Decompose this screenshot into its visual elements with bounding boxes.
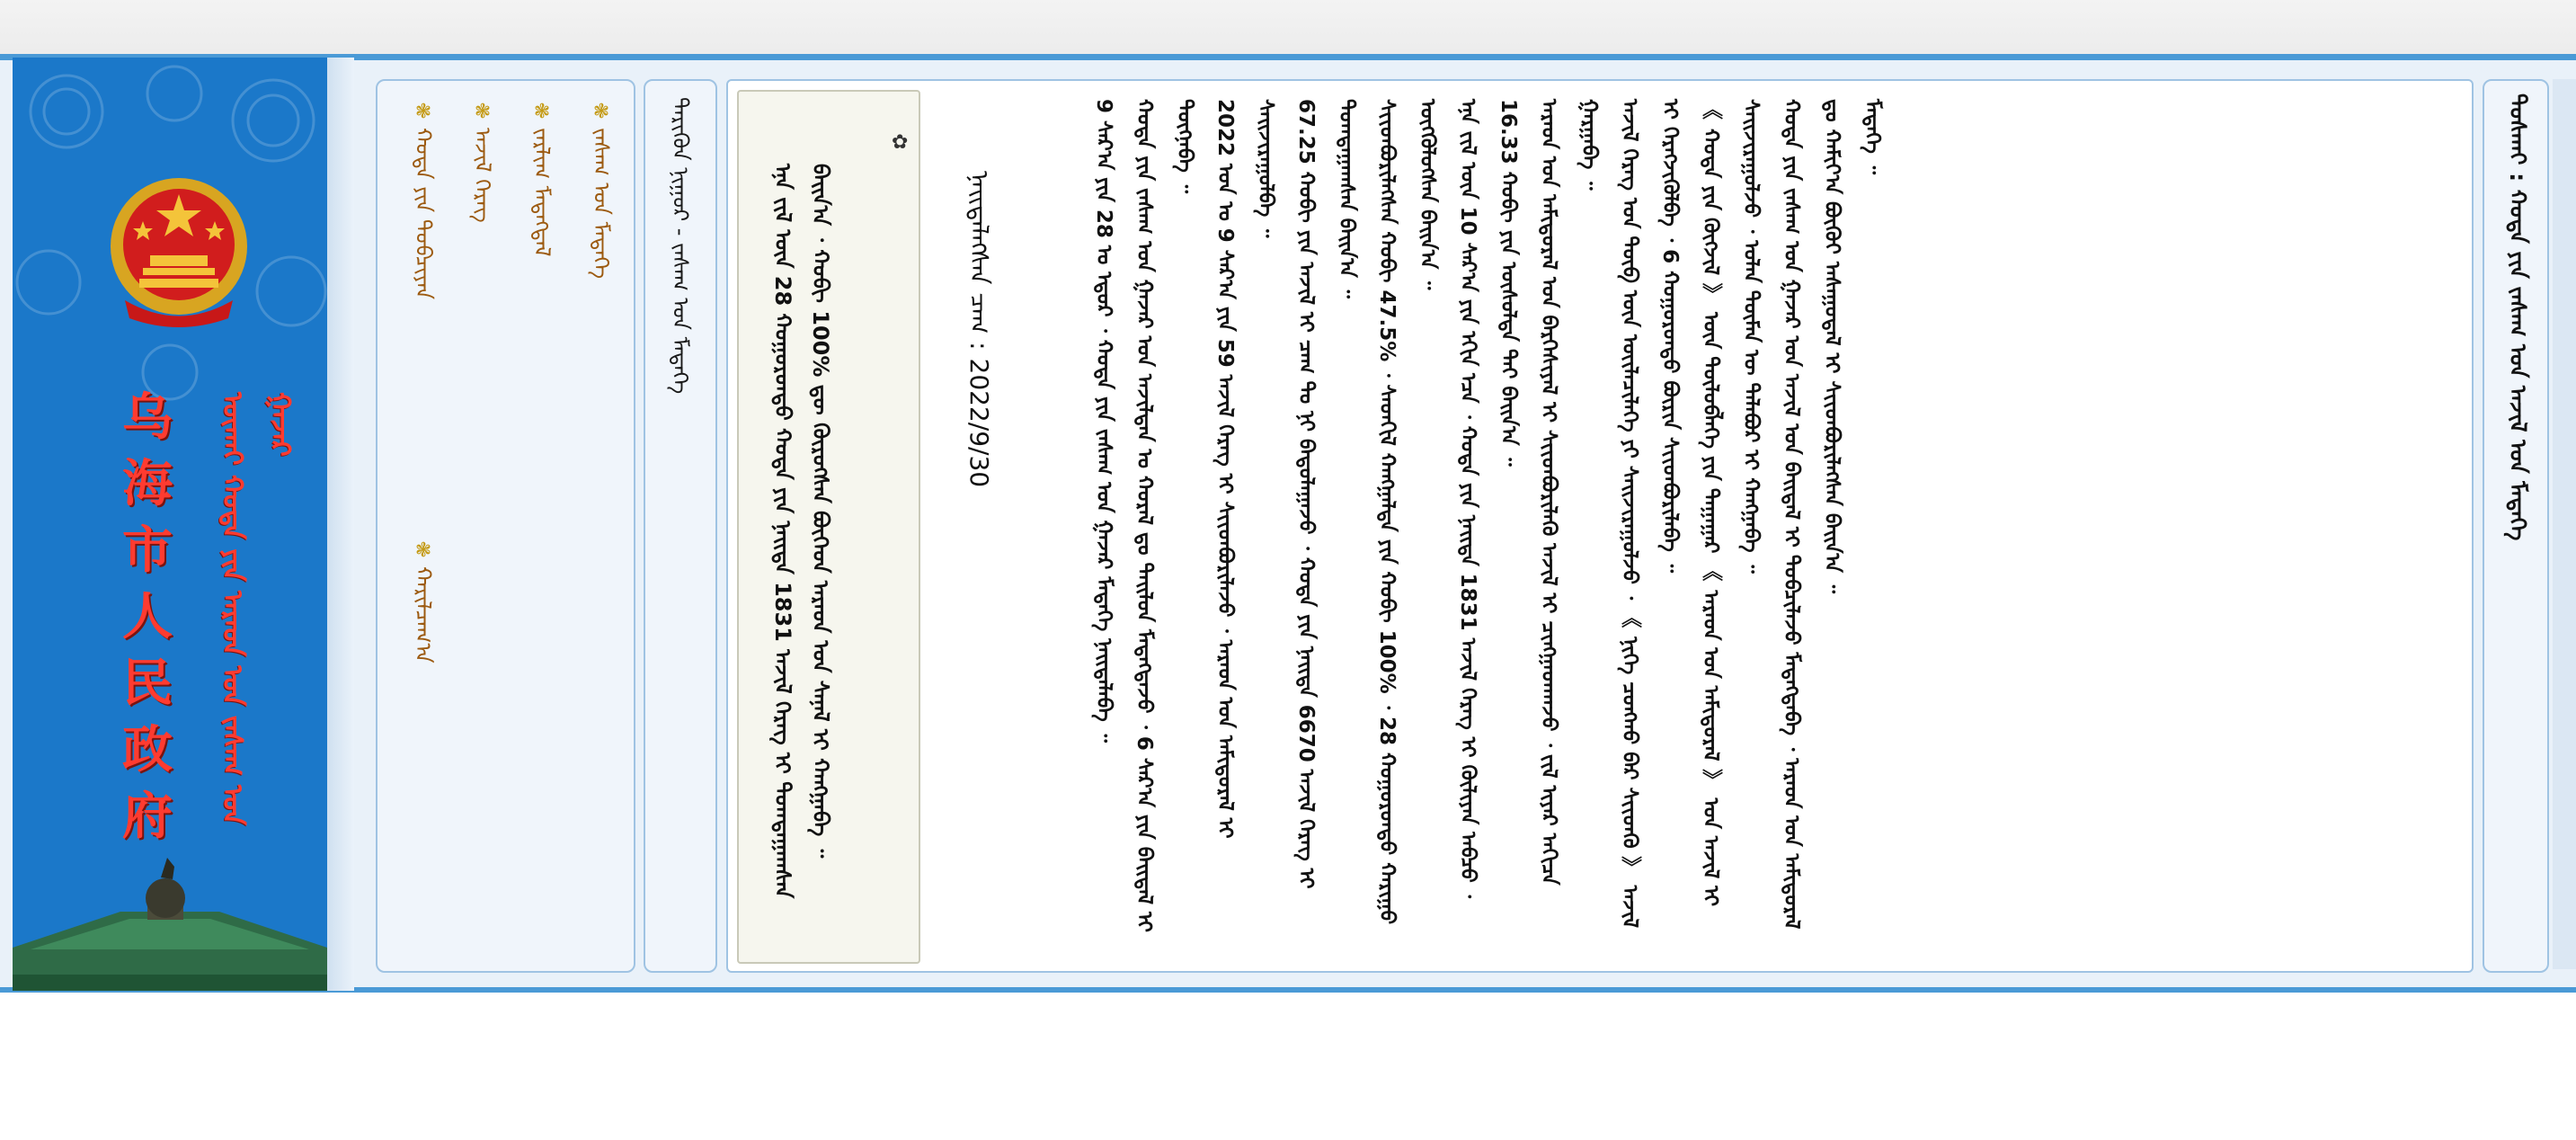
landmark-building-icon (13, 849, 327, 991)
flower-bullet-icon: ❃ (474, 101, 492, 123)
mongolian-site-title: ᠦᠬᠠᠢ ᠬᠣᠲᠠ ᠶᠢᠨ ᠠᠷᠠᠳ ᠤᠨ ᠵᠠᠰᠠᠭ ᠤᠨ ᠭᠠᠵᠠᠷ (217, 392, 296, 825)
title-char: 人 (122, 587, 173, 646)
body-paragraph: 2022 ᠣᠨ ᠤ 9 ᠰᠠᠷ᠎ᠠ ᠶᠢᠨ 59 ᠠᠵᠢᠯ ᠬᠡᠷᠡᠭ ᠢ ᠰᠢᠢᠳᠪᠦᠷᠢᠯᠡᠵᠦ ᠂ ᠠᠷᠠᠳ ᠤᠨ ᠠᠮᠢᠳᠤᠷᠠᠯ ᠢ ᠰᠠᠢᠵᠢᠷᠠᠭᠤᠯᠪᠠ ᠃ (1213, 99, 1277, 839)
publish-date (957, 171, 1001, 487)
chinese-site-title (120, 387, 174, 894)
flower-bullet-icon: ❃ (414, 539, 432, 562)
menu-item-contact[interactable] (404, 541, 442, 664)
title-char: 市 (122, 521, 173, 580)
side-menu (376, 79, 635, 973)
body-paragraph: ᠬᠣᠲᠠ ᠶᠢᠨ ᠵᠠᠰᠠᠭ ᠤᠨ ᠭᠠᠵᠠᠷ ᠤᠨ ᠠᠵᠢᠯᠲᠠᠨ ᠤ ᠬᠤᠷᠠᠯ ᠳᠤ ᠲᠠᠢᠯᠤᠨ ᠮᠡᠳᠡᠭᠳᠡᠵᠦ ᠂ 6 ᠰᠠᠷ᠎ᠠ ᠶᠢᠨ ᠪᠠᠢᠳᠠᠯ ᠢ ᠳᠦᠭᠨᠡᠪᠡ ᠃ (1133, 99, 1196, 932)
body-paragraph: ᠠᠷᠠᠳ ᠤᠨ ᠠᠮᠢᠳᠤᠷᠠᠯ ᠤᠨ ᠪᠡᠷᠬᠡᠰᠢᠶᠡᠯ ᠢ ᠰᠢᠢᠳᠪᠦᠷᠢᠯᠡᠬᠦ ᠠᠵᠢᠯ ᠢ ᠴᠢᠩᠭᠠᠳᠬᠠᠵᠤ ᠂ ᠵᠢᠯ ᠢᠶᠡᠷ ᠠᠬᠢᠴᠠ ᠭᠠᠷᠭᠠᠪᠠ ᠃ (1537, 99, 1601, 886)
title-char: 乌 (122, 387, 173, 447)
menu-item-affairs[interactable] (464, 102, 502, 223)
flower-icon: ✿ (892, 131, 909, 154)
flower-bullet-icon: ❃ (592, 101, 610, 123)
body-paragraph: 67.25 ᠬᠤᠪᠢ ᠶᠢᠨ ᠠᠵᠢᠯ ᠢ ᠴᠠᠭ ᠲᠤ ᠨᠢ ᠪᠠᠲᠤᠯᠠᠭᠠᠵᠤ ᠂ ᠬᠣᠲᠠ ᠶᠢᠨ ᠨᠡᠢᠲᠡ 6670 ᠠᠵᠢᠯ ᠬᠡᠷᠡᠭ ᠢ ᠲᠣᠭᠲᠠᠭᠠᠭᠰᠠᠨ ᠪᠠᠢᠨ᠎ᠠ ᠃ (1294, 99, 1358, 889)
menu-item-government-news[interactable] (582, 102, 620, 279)
body-paragraph: ᠠᠵᠢᠯ ᠬᠡᠷᠡᠭ ᠤᠨ ᠲᠥᠪ ᠦᠨ ᠦᠢᠯᠡᠴᠢᠯᠡᠭᠡ ᠶᠢ ᠰᠠᠢᠵᠢᠷᠠᠭᠤᠯᠵᠤ ᠂ 《 ᠨᠢᠭᠡ ᠴᠣᠩᠬᠣ ᠪᠠᠷ ᠰᠢᠢᠳᠬᠦ 》 ᠠᠵᠢᠯ ᠢ ᠬᠡᠷᠡᠭᠵᠢᠭᠦᠯᠪᠡ ᠂ 6 ᠬᠣᠭᠣᠷᠣᠨᠳᠣ ᠪᠦᠷᠢᠨ ᠰᠢᠢᠳᠪᠦᠷᠢᠯᠡᠪᠡ ᠃ (1618, 99, 1682, 929)
flower-bullet-icon: ❃ (533, 101, 551, 123)
article-summary: ᠡᠨᠡ ᠵᠢᠯ ᠦᠨ 28 ᠬᠣᠭᠣᠷᠣᠨᠳᠣ ᠬᠣᠲᠠ ᠶᠢᠨ ᠨᠡᠢᠲᠡ 1831 ᠠᠵᠢᠯ ᠬᠡᠷᠡᠭ ᠢ ᠲᠣᠭᠲᠠᠭᠠᠭᠰᠠᠨ ᠪᠠᠢᠨ᠎ᠠ ᠂ ᠬᠤᠪᠢ 100% ᠳᠦ ᠬᠦᠷᠦᠭᠰᠡᠨ ᠪᠥᠭᠡᠳ ᠠᠷᠠᠳ ᠤᠨ ᠰᠠᠨᠠᠯ ᠢ ᠬᠠᠩᠭᠠᠪᠠ ᠃ (770, 164, 833, 899)
menu-item-label: ᠬᠠᠷᠢᠯᠴᠠᠭ᠎ᠠ (411, 566, 436, 664)
menu-item-label: ᠵᠠᠷᠯᠢᠭ ᠮᠡᠳᠡᠭᠳᠡᠯ (529, 128, 555, 257)
site-banner (13, 58, 327, 991)
title-char: 府 (122, 787, 173, 846)
summary-box (737, 90, 920, 964)
top-band (0, 0, 2576, 54)
menu-item-announcements[interactable] (523, 102, 561, 256)
article-body (1083, 99, 1892, 953)
right-edge-strip (2553, 79, 2576, 969)
menu-item-label: ᠠᠵᠢᠯ ᠬᠡᠷᠡᠭ (470, 128, 495, 223)
top-divider (0, 54, 2576, 60)
body-paragraph: ᠰᠢᠢᠳᠪᠦᠷᠢᠯᠡᠭᠰᠡᠨ ᠬᠤᠪᠢ 47.5% ᠂ ᠰᠡᠳᠬᠢᠯ ᠬᠠᠩᠭᠠᠯᠲᠠ ᠶᠢᠨ ᠬᠤᠪᠢ 100% ᠂ 28 ᠬᠣᠭᠣᠷᠣᠨᠳᠣ ᠬᠠᠷᠢᠭᠤ ᠥᠭᠭᠦᠯᠦᠭᠰᠡᠨ ᠪᠠᠢᠨ᠎ᠠ ᠃ (1375, 99, 1439, 925)
body-paragraph: 《 ᠬᠣᠲᠠ ᠶᠢᠨ ᠬᠥᠭᠵᠢᠯ 》 ᠦᠨ ᠲᠥᠯᠥᠪᠯᠡᠭᠡ ᠶᠢᠨ ᠳᠠᠭᠠᠭᠠᠷ 《 ᠠᠷᠠᠳ ᠤᠨ ᠠᠮᠢᠳᠤᠷᠠᠯ 》 ᠤᠨ ᠠᠵᠢᠯ ᠢ ᠰᠠᠢᠵᠢᠷᠠᠭᠤᠯᠵᠤ ᠂ ᠣᠯᠠᠨ ᠲᠦᠮᠡᠨ ᠦ ᠲᠠᠯᠠᠪᠤᠷ ᠢ ᠬᠠᠩᠭᠠᠪᠠ ᠃ (1699, 99, 1763, 907)
menu-item-city-overview[interactable] (404, 102, 442, 299)
body-paragraph: 9 ᠰᠠᠷ᠎ᠠ ᠶᠢᠨ 28 ᠤ ᠡᠳᠦᠷ ᠂ ᠬᠣᠲᠠ ᠶᠢᠨ ᠵᠠᠰᠠᠭ ᠤᠨ ᠭᠠᠵᠠᠷ ᠮᠡᠳᠡᠭᠡ ᠨᠡᠢᠲᠡᠯᠡᠪᠡ ᠃ (1092, 99, 1115, 743)
breadcrumb[interactable]: ᠲᠡᠷᠢᠭᠦᠨ ᠨᠢᠭᠤᠷ - ᠵᠠᠰᠠᠭ ᠤᠨ ᠮᠡᠳᠡᠭᠡ (668, 97, 693, 395)
body-paragraph: ᠡᠨᠡ ᠵᠢᠯ ᠦᠨ 10 ᠰᠠᠷ᠎ᠠ ᠶᠢᠨ ᠡᠬᠢᠨ ᠡᠴᠡ ᠂ ᠬᠣᠲᠠ ᠶᠢᠨ ᠨᠡᠢᠲᠡ 1831 ᠠᠵᠢᠯ ᠬᠡᠷᠡᠭ ᠢ ᠬᠦᠯᠢᠶᠡᠨ ᠠᠪᠴᠤ ᠂ 16.33 ᠬᠤᠪᠢ ᠶᠢᠨ ᠥᠰᠦᠯᠲᠡ ᠲᠠᠢ ᠪᠠᠢᠨ᠎ᠠ ᠃ (1456, 99, 1520, 899)
title-char: 政 (122, 720, 173, 779)
body-paragraph: ᠬᠣᠲᠠ ᠶᠢᠨ ᠵᠠᠰᠠᠭ ᠤᠨ ᠭᠠᠵᠠᠷ ᠤᠨ ᠠᠵᠢᠯ ᠤᠨ ᠪᠠᠢᠳᠠᠯ ᠢ ᠲᠣᠪᠴᠢᠯᠠᠵᠤ ᠮᠡᠳᠡᠭᠳᠡᠪᠡ ᠂ ᠠᠷᠠᠳ ᠤᠨ ᠠᠮᠢᠳᠤᠷᠠᠯ ᠳᠤ ᠬᠠᠮᠢᠶ᠎ᠠ ᠪᠦᠬᠦᠢ ᠠᠰᠠᠭᠤᠳᠠᠯ ᠢ ᠰᠢᠢᠳᠪᠦᠷᠢᠯᠡᠭᠰᠡᠨ ᠪᠠᠢᠨ᠎ᠠ ᠃ (1780, 99, 1843, 930)
menu-item-label: ᠬᠣᠲᠠ ᠶᠢᠨ ᠲᠣᠪᠴᠢᠶᠠᠨ (411, 128, 436, 300)
title-char: 民 (122, 654, 173, 713)
flower-bullet-icon: ❃ (414, 101, 432, 123)
national-emblem-icon (107, 174, 251, 327)
breadcrumb-panel (644, 79, 717, 973)
bottom-divider (0, 987, 2576, 993)
date-value: 2022/9/30 (964, 358, 994, 488)
banner-divider (327, 58, 354, 991)
title-panel (2483, 79, 2549, 973)
article-panel (726, 79, 2474, 973)
page-title: ᠲᠤᠰᠬᠠᠢ : ᠬᠣᠲᠠ ᠶᠢᠨ ᠵᠠᠰᠠᠭ ᠤᠨ ᠠᠵᠢᠯ ᠤᠨ ᠮᠡᠳᠡᠭᠡ (2505, 94, 2531, 541)
body-paragraph: ᠮᠡᠳᠡᠭᠡ ᠃ (1861, 99, 1884, 174)
title-char: 海 (122, 454, 173, 513)
date-label: ᠨᠡᠢᠲᠡᠯᠡᠭᠰᠡᠨ ᠴᠠᠭ : (964, 171, 994, 351)
menu-item-label: ᠵᠠᠰᠠᠭ ᠤᠨ ᠮᠡᠳᠡᠭᠡ (589, 128, 614, 280)
